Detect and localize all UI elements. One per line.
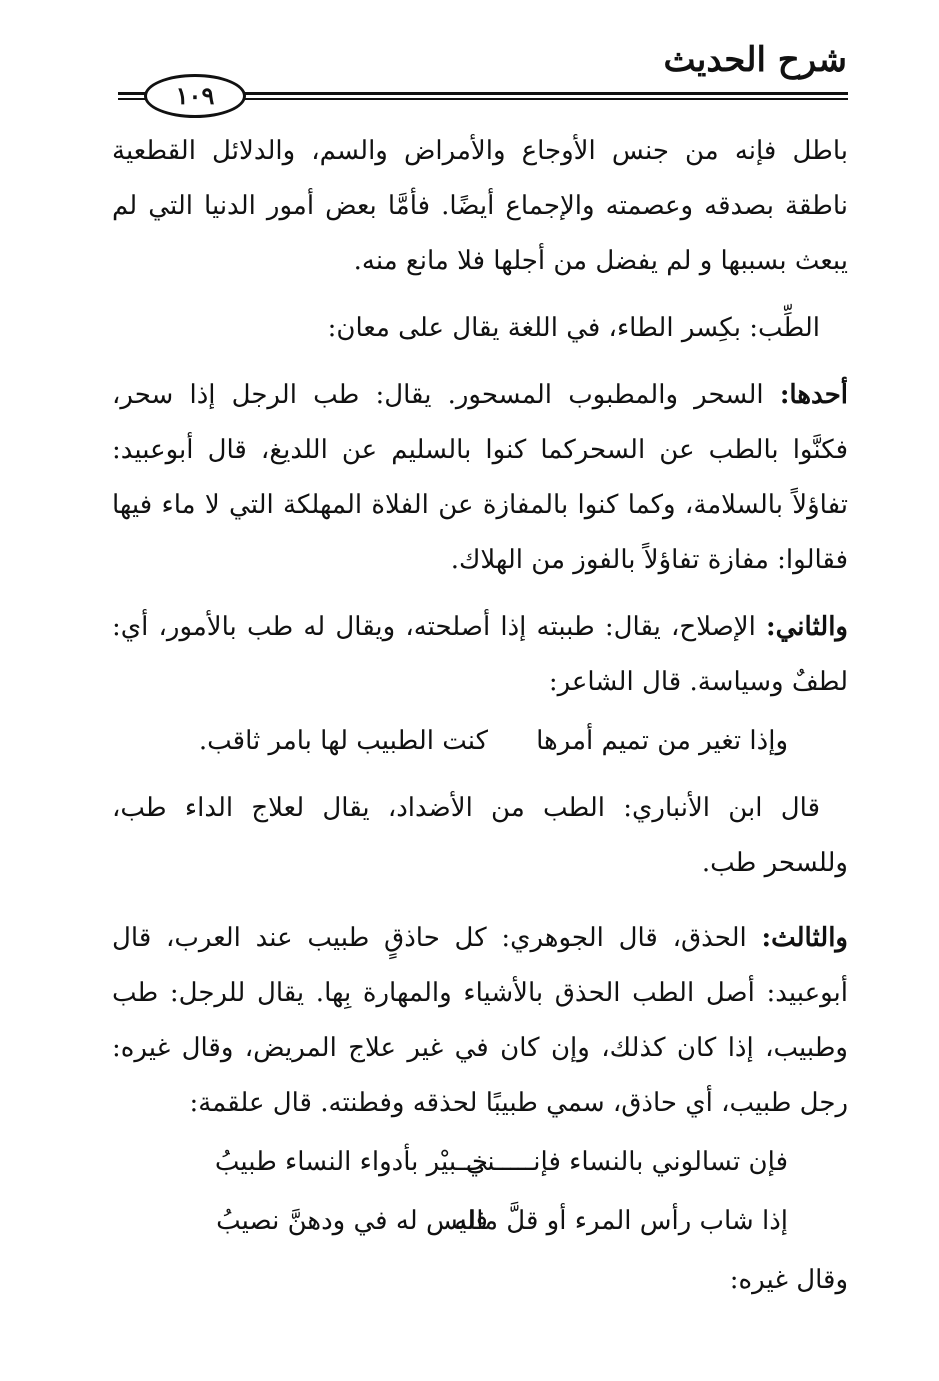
paragraph-second-meaning <box>112 600 848 710</box>
verse-1-second-hemistich: كنت الطبيب لها بامر ثاقب. <box>198 726 488 756</box>
running-header-title: شرح الحديث <box>663 40 847 80</box>
meaning-text-third: الحذق، قال الجوهري: كل حاذقٍ طبيب عند العرب، قال أبوعبيد: أصل الطب الحذق بالأشياء والمهارة بِها. يقال للرجل: طب وطبيب، إذا كان كذلك، وإن كان في غير علاج المريض، وقال غيره: رجل طبيب، أي حاذق، سمي طبيبًا لحذقه وفطنته. قال علقمة: <box>112 923 848 1118</box>
paragraph-ibn-anbari: قال ابن الأنباري: الطب من الأضداد، يقال لعلاج الداء طب، وللسحر طب. <box>112 793 848 878</box>
poem-verse-3 <box>112 1194 848 1249</box>
paragraph-first-meaning <box>112 368 848 588</box>
meaning-term-first: أحدها: <box>779 380 848 410</box>
poem-verse-1 <box>112 714 848 769</box>
verse-2-first-hemistich: فإن تسالوني بالنساء فإنـــــني <box>465 1147 788 1177</box>
paragraph-definition: الطِّب: بكِسر الطاء، في اللغة يقال على معان: <box>327 313 820 343</box>
meaning-term-second: والثاني: <box>766 612 848 642</box>
meaning-term-third: والثالث: <box>761 923 848 953</box>
verse-3-second-hemistich: فليس له في ودهنَّ نصيبُ <box>216 1206 488 1236</box>
paragraph-closing: وقال غيره: <box>729 1265 848 1295</box>
verse-3-first-hemistich: إذا شاب رأس المرء أو قلَّ ماله <box>454 1206 788 1236</box>
page-number: ١٠٩ <box>144 74 246 118</box>
verse-1-first-hemistich: وإذا تغير من تميم أمرها <box>536 726 788 756</box>
paragraph-1: باطل فإنه من جنس الأوجاع والأمراض والسم، والدلائل القطعية ناطقة بصدقه وعصمته والإجماع أيضًا. فأمَّا بعض أمور الدنيا التي لم يبعث بسببها و لم يفضل من أجلها فلا مانع منه. <box>112 136 848 276</box>
page-body <box>112 124 848 1308</box>
verse-2-second-hemistich: خــبيْر بأدواء النساء طبيبُ <box>214 1147 488 1177</box>
poem-verse-2 <box>112 1135 848 1190</box>
meaning-text-second: الإصلاح، يقال: طببته إذا أصلحته، ويقال له طب بالأمور، أي: لطفٌ وسياسة. قال الشاعر: <box>112 612 848 697</box>
paragraph-third-meaning <box>112 911 848 1131</box>
meaning-text-first: السحر والمطبوب المسحور. يقال: طب الرجل إذا سحر، فكنَّوا بالطب عن السحركما كنوا بالسليم عن اللديغ، قال أبوعبيد: تفاؤلاً بالسلامة، وكما كنوا بالمفازة عن الفلاة المهلكة التي لا ماء فيها فقالوا: مفازة تفاؤلاً بالفوز من الهلاك. <box>112 380 848 575</box>
